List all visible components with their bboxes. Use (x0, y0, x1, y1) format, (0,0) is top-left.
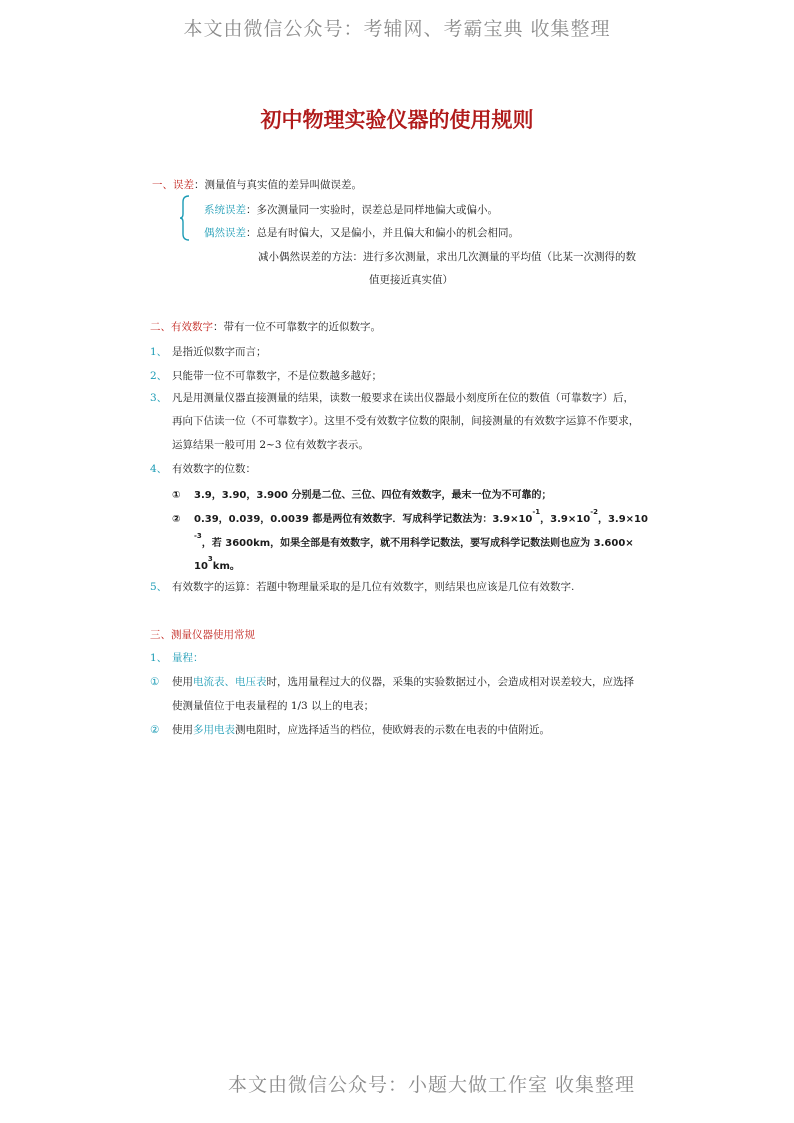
list-item-text: 有效数字的运算：若题中物理量采取的是几位有效数字，则结果也应该是几位有效数字. (172, 581, 575, 593)
range-subheading (150, 651, 204, 665)
meter-rule-1-term: 电流表、电压表 (193, 676, 267, 688)
list-item (150, 391, 634, 405)
sig-fig-example-2-text-c: ，3.9×10 (597, 514, 648, 525)
list-item-continuation: 再向下估读一位（不可靠数字）。这里不受有效数字位数的限制，间接测量的有效数字运算不作要求， (172, 415, 640, 427)
list-item-number: 2、 (150, 370, 168, 382)
list-item-text: 是指近似数字而言； (172, 346, 267, 358)
unit-km: km。 (212, 561, 240, 572)
section-1-heading (152, 178, 362, 192)
watermark-bottom: 本文由微信公众号：小题大做工作室 收集整理 (228, 1074, 636, 1096)
list-item (150, 369, 382, 383)
section-2-text: ：带有一位不可靠数字的近似数字。 (213, 321, 381, 333)
meter-rule-2 (150, 723, 550, 737)
base-ten: 10 (194, 561, 208, 572)
random-error-line (204, 226, 519, 240)
meter-rule-2-text-b: 测电阻时，应选择适当的档位，使欧姆表的示数在电表的中值附近。 (235, 724, 550, 736)
list-item-number: 4、 (150, 463, 168, 475)
sig-fig-example-2 (172, 510, 648, 525)
exponent: 3 (207, 555, 213, 563)
meter-rule-2-term: 多用电表 (193, 724, 235, 736)
list-item-number: 3、 (150, 392, 168, 404)
random-error-term: 偶然误差 (204, 227, 246, 239)
meter-rule-1-text-b: 时，选用量程过大的仪器，采集的实验数据过小，会造成相对误差较大，应选择 (266, 676, 634, 688)
section-1-number: 一、 (152, 179, 173, 191)
watermark-top: 本文由微信公众号：考辅网、考霸宝典 收集整理 (183, 18, 611, 40)
page-title: 初中物理实验仪器的使用规则 (260, 108, 534, 132)
section-2-term: 有效数字 (171, 321, 213, 333)
meter-rule-1-line-2: 使测量值位于电表量程的 1/3 以上的电表； (172, 700, 375, 712)
circled-number-1: ① (172, 490, 181, 501)
list-item (150, 462, 256, 476)
section-1-term: 误差 (173, 179, 194, 191)
meter-rule-1 (150, 675, 634, 689)
list-item-number: 5、 (150, 581, 168, 593)
list-item-text: 只能带一位不可靠数字，不是位数越多越好； (172, 370, 382, 382)
circled-number-2: ② (172, 514, 181, 525)
sig-fig-example-2-line-2-text: ，若 3600km，如果全部是有效数字，就不用科学记数法，要写成科学记数法则也应为 3.600× (201, 538, 634, 549)
systematic-error-text: ：多次测量同一实验时，误差总是同样地偏大或偏小。 (246, 204, 498, 216)
range-subheading-number: 1、 (150, 652, 168, 664)
random-error-text: ：总是有时偏大，又是偏小，并且偏大和偏小的机会相同。 (246, 227, 519, 239)
sig-fig-example-1 (172, 486, 552, 501)
systematic-error-line (204, 203, 498, 217)
exponent: -2 (590, 508, 598, 516)
sig-fig-example-2-line-3 (194, 557, 240, 572)
circled-number-1: ① (150, 676, 160, 688)
list-item-continuation: 运算结果一般可用 2~3 位有效数字表示。 (172, 439, 369, 451)
exponent: -3 (194, 532, 202, 540)
brace-icon (180, 195, 190, 241)
section-3-heading: 三、测量仪器使用常规 (150, 629, 255, 641)
method-line-1: 减小偶然误差的方法：进行多次测量，求出几次测量的平均值（比某一次测得的数 (258, 251, 636, 263)
exponent: -1 (532, 508, 541, 516)
range-subheading-label: 量程： (172, 652, 204, 664)
sig-fig-example-2-line-2 (194, 534, 634, 549)
sig-fig-example-2-text-a: 0.39，0.039，0.0039 都是两位有效数字．写成科学记数法为：3.9×10 (194, 514, 533, 525)
sig-fig-example-2-text-b: ，3.9×10 (540, 514, 591, 525)
list-item-text: 有效数字的位数： (172, 463, 256, 475)
meter-rule-1-text-a: 使用 (172, 676, 193, 688)
list-item (150, 580, 574, 594)
list-item-text: 凡是用测量仪器直接测量的结果，读数一般要求在读出仪器最小刻度所在位的数值（可靠数字）后， (172, 392, 634, 404)
sig-fig-example-1-text: 3.9，3.90，3.900 分别是二位、三位、四位有效数字，最末一位为不可靠的； (194, 490, 552, 501)
section-1-text: ：测量值与真实值的差异叫做误差。 (194, 179, 362, 191)
systematic-error-term: 系统误差 (204, 204, 246, 216)
list-item (150, 345, 267, 359)
section-2-heading (150, 320, 381, 334)
section-2-number: 二、 (150, 321, 171, 333)
circled-number-2: ② (150, 724, 160, 736)
method-line-2: 值更接近真实值） (369, 274, 453, 286)
meter-rule-2-text-a: 使用 (172, 724, 193, 736)
list-item-number: 1、 (150, 346, 168, 358)
